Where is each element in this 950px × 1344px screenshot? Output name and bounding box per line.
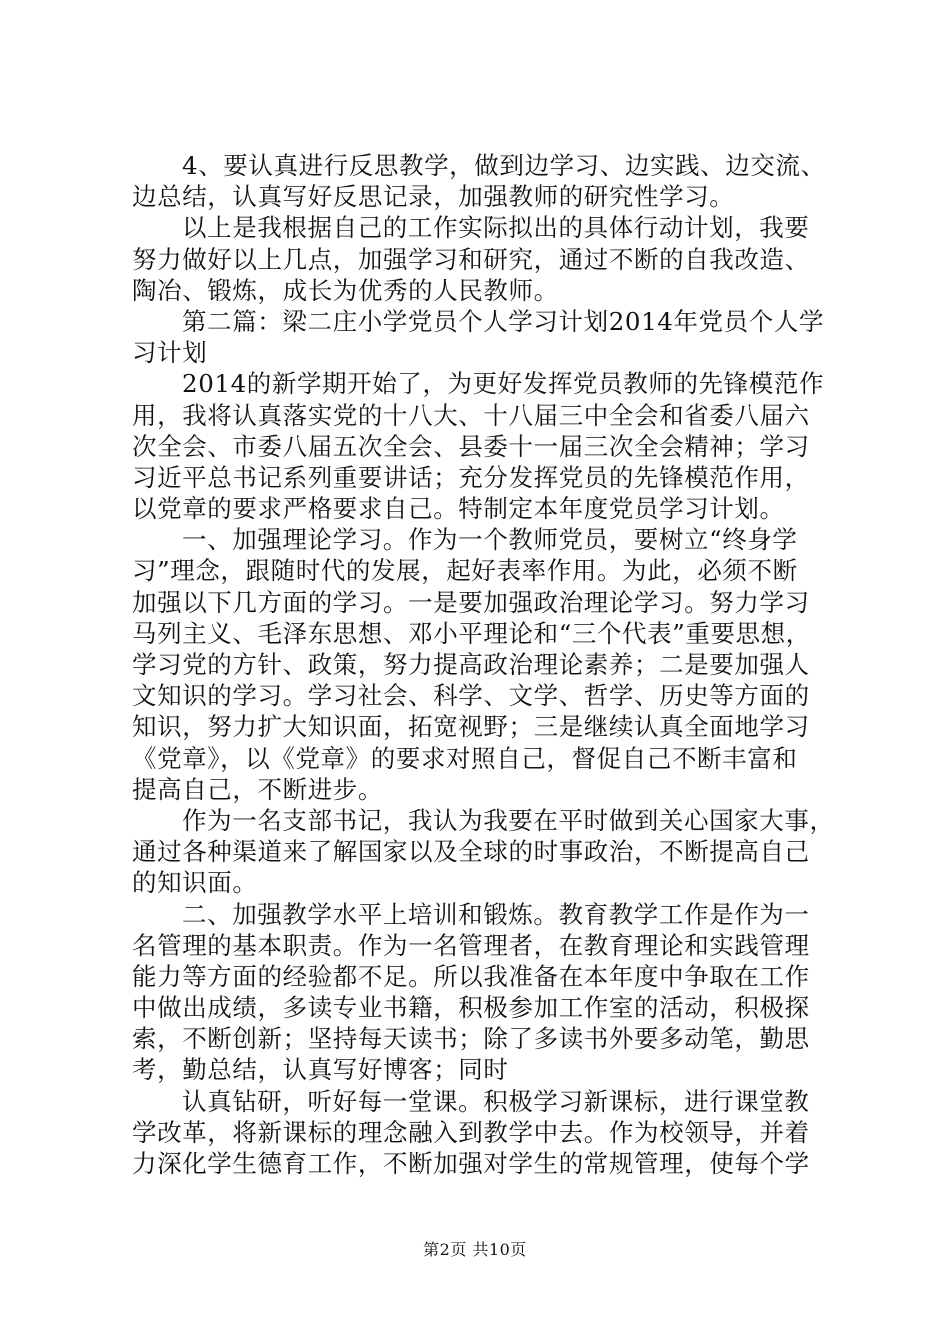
text-line: 陶冶、锻炼，成长为优秀的人民教师。 <box>132 275 559 305</box>
document-body <box>132 150 835 1179</box>
text-line: 2014的新学期开始了，为更好发挥党员教师的先锋模范作 <box>182 369 825 399</box>
text-line: 名管理的基本职责。作为一名管理者，在教育理论和实践管理 <box>132 930 810 960</box>
text-line: 提高自己，不断进步。 <box>132 774 383 804</box>
text-line: 二、加强教学水平上培训和锻炼。教育教学工作是作为一 <box>182 899 810 929</box>
text-line: 习”理念，跟随时代的发展，起好表率作用。为此，必须不断 <box>132 556 798 586</box>
text-line: 力深化学生德育工作，不断加强对学生的常规管理，使每个学 <box>132 1149 810 1178</box>
text-line: 努力做好以上几点，加强学习和研究，通过不断的自我改造、 <box>132 244 810 274</box>
text-line: 加强以下几方面的学习。一是要加强政治理论学习。努力学习 <box>132 587 810 617</box>
text-line: 4、要认真进行反思教学，做到边学习、边实践、边交流、 <box>182 151 826 180</box>
text-line: 用，我将认真落实党的十八大、十八届三中全会和省委八届六 <box>132 400 810 430</box>
text-line: 认真钻研，听好每一堂课。积极学习新课标，进行课堂教 <box>182 1086 810 1116</box>
text-line: 习近平总书记系列重要讲话；充分发挥党员的先锋模范作用， <box>132 462 810 492</box>
text-line: 文知识的学习。学习社会、科学、文学、哲学、历史等方面的 <box>132 681 810 711</box>
text-line: 能力等方面的经验都不足。所以我准备在本年度中争取在工作 <box>132 961 810 991</box>
text-line: 马列主义、毛泽东思想、邓小平理论和“三个代表”重要思想， <box>132 618 811 648</box>
text-line: 次全会、市委八届五次全会、县委十一届三次全会精神；学习 <box>132 431 810 461</box>
text-line: 边总结，认真写好反思记录，加强教师的研究性学习。 <box>132 182 735 212</box>
text-line: 中做出成绩，多读专业书籍，积极参加工作室的活动，积极探 <box>132 993 810 1023</box>
text-line: 的知识面。 <box>132 868 258 898</box>
text-line: 学改革，将新课标的理念融入到教学中去。作为校领导，并着 <box>132 1117 810 1147</box>
text-line: 索，不断创新；坚持每天读书；除了多读书外要多动笔，勤思 <box>132 1024 810 1054</box>
text-line: 知识，努力扩大知识面，拓宽视野；三是继续认真全面地学习 <box>132 712 810 742</box>
text-line: 作为一名支部书记，我认为我要在平时做到关心国家大事， <box>182 805 835 835</box>
text-line: 一、加强理论学习。作为一个教师党员，要树立“终身学 <box>182 525 798 555</box>
page-footer: 第2页 共10页 <box>423 1240 527 1259</box>
text-line: 以党章的要求严格要求自己。特制定本年度党员学习计划。 <box>132 494 785 524</box>
text-line: 第二篇：梁二庄小学党员个人学习计划2014年党员个人学 <box>182 306 825 336</box>
text-line: 考，勤总结，认真写好博客；同时 <box>132 1055 509 1085</box>
text-line: 《党章》，以《党章》的要求对照自己，督促自己不断丰富和 <box>132 743 798 773</box>
text-line: 以上是我根据自己的工作实际拟出的具体行动计划，我要 <box>182 213 810 243</box>
text-line: 习计划 <box>132 338 208 368</box>
text-line: 学习党的方针、政策，努力提高政治理论素养；二是要加强人 <box>132 650 810 679</box>
text-line: 通过各种渠道来了解国家以及全球的时事政治，不断提高自己 <box>132 837 810 867</box>
